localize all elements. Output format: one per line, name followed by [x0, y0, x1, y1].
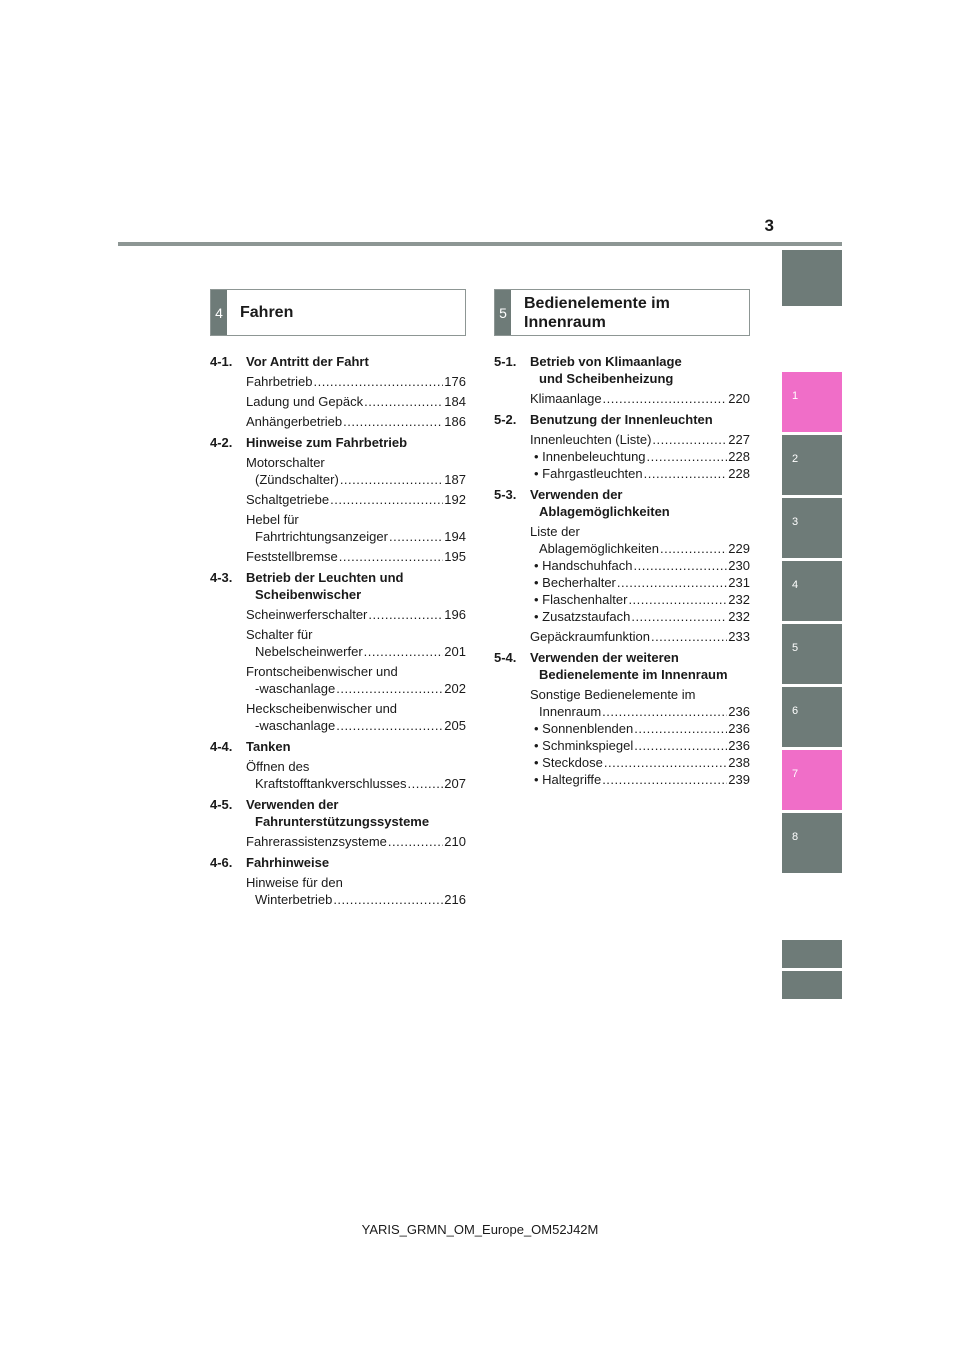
section-title-continued: Scheibenwischer [255, 587, 362, 602]
toc-line[interactable] [530, 737, 750, 754]
chapter-tab-1[interactable] [782, 372, 842, 432]
section-title [246, 796, 466, 830]
dot-leader [628, 591, 727, 608]
toc-entry [210, 758, 466, 792]
toc-entry [210, 606, 466, 623]
toc-line[interactable] [530, 465, 750, 482]
toc-line[interactable] [246, 413, 466, 430]
entry-text: • Steckdose [534, 755, 603, 770]
section-number: 4-4. [210, 739, 233, 754]
page-ref: 207 [444, 776, 466, 791]
entry-first-line: Frontscheibenwischer und [246, 664, 398, 679]
section-title-line: Vor Antritt der Fahrt [246, 354, 369, 369]
toc-section-heading [210, 854, 466, 871]
chapter-tab-blank[interactable] [782, 971, 842, 999]
toc-section-heading [494, 353, 750, 387]
page-ref: 236 [728, 721, 750, 736]
toc-line[interactable] [246, 833, 466, 850]
chapter-tab-label: 8 [792, 831, 799, 843]
toc-entry [210, 511, 466, 545]
chapter-tab-8[interactable] [782, 813, 842, 873]
dot-leader [368, 606, 443, 623]
section-title-line: Betrieb von Klimaanlage [530, 354, 682, 369]
entry-first-line: Heckscheibenwischer und [246, 701, 398, 716]
entry-text: • Schminkspiegel [534, 738, 634, 753]
entry-text: Gepäckraumfunktion [530, 629, 650, 644]
chapter-number: 4 [211, 290, 227, 335]
chapter-tab-label: 2 [792, 453, 799, 465]
chapter-number: 5 [495, 290, 511, 335]
toc-line[interactable] [246, 528, 466, 545]
page-ref: 227 [728, 432, 750, 447]
chapter-title: Bedienelemente im Innenraum [524, 294, 670, 331]
toc-line[interactable] [530, 720, 750, 737]
entry-text: • Haltegriffe [534, 772, 602, 787]
dot-leader [604, 754, 727, 771]
page-ref: 195 [444, 549, 466, 564]
entry-text: -waschanlage [255, 718, 336, 733]
chapter-title: Fahren [240, 304, 294, 321]
page-ref: 230 [728, 558, 750, 573]
section-title [246, 353, 466, 370]
page-ref: 186 [444, 414, 466, 429]
toc-line[interactable] [246, 775, 466, 792]
section-title-continued: und Scheibenheizung [539, 371, 674, 386]
toc-entry [210, 626, 466, 660]
toc-section-heading [494, 411, 750, 428]
entry-text: • Handschuhfach [534, 558, 633, 573]
entry-text: Winterbetrieb [255, 892, 333, 907]
page-ref: 184 [444, 394, 466, 409]
toc-line[interactable] [530, 540, 750, 557]
entry-text: • Sonnenblenden [534, 721, 634, 736]
toc-section-heading [210, 738, 466, 755]
toc-entry [210, 700, 466, 734]
entry-text: • Zusatzstaufach [534, 609, 631, 624]
toc-line[interactable] [246, 680, 466, 697]
toc-line[interactable] [530, 574, 750, 591]
dot-leader [336, 680, 443, 697]
entry-first-line: Liste der [530, 524, 580, 539]
document-footer: YARIS_GRMN_OM_Europe_OM52J42M [361, 1222, 599, 1237]
toc-entry [210, 373, 466, 390]
entry-first-line: Hebel für [246, 512, 299, 527]
chapter-tab-6[interactable] [782, 687, 842, 747]
toc-entry [210, 548, 466, 565]
entry-text: Fahrerassistenzsysteme [246, 834, 387, 849]
entry-text: (Zündschalter) [255, 472, 339, 487]
toc-section-heading [210, 434, 466, 451]
dot-leader [617, 574, 727, 591]
entry-text: Kraftstofftankverschlusses [255, 776, 407, 791]
entry-first-line: Öffnen des [246, 759, 310, 774]
section-title [530, 649, 750, 683]
toc-line[interactable] [246, 606, 466, 623]
dot-leader [336, 717, 443, 734]
page-ref: 236 [728, 738, 750, 753]
entry-first-line: Sonstige Bedienelemente im [530, 687, 696, 702]
dot-leader [631, 608, 727, 625]
entry-text: Nebelscheinwerfer [255, 644, 363, 659]
section-number: 4-3. [210, 570, 233, 585]
toc-entry [494, 431, 750, 482]
chapter-tab-label: 4 [792, 579, 799, 591]
entry-text: Fahrbetrieb [246, 374, 313, 389]
toc-line[interactable] [246, 393, 466, 410]
toc-entry [494, 390, 750, 407]
dot-leader [408, 775, 444, 792]
section-title-continued: Fahrunterstützungssysteme [255, 814, 430, 829]
dot-leader [634, 737, 727, 754]
entry-text: Anhängerbetrieb [246, 414, 343, 429]
chapter-header [494, 289, 750, 336]
chapter-tab-blank[interactable] [782, 250, 842, 306]
dot-leader [333, 891, 443, 908]
toc-entry [494, 628, 750, 645]
toc-line[interactable] [530, 431, 750, 448]
section-title-line: Fahrhinweise [246, 855, 330, 870]
section-number: 5-3. [494, 487, 517, 502]
page-ref: 196 [444, 607, 466, 622]
section-title-line: Verwenden der weiteren [530, 650, 679, 665]
section-title-line: Benutzung der Innenleuchten [530, 412, 713, 427]
entry-text: Ladung und Gepäck [246, 394, 364, 409]
chapter-tab-5[interactable] [782, 624, 842, 684]
entry-text: • Innenbeleuchtung [534, 449, 646, 464]
toc-line[interactable] [530, 771, 750, 788]
toc-line[interactable] [530, 703, 750, 720]
section-title-continued: Bedienelemente im Innenraum [539, 667, 728, 682]
section-number: 4-5. [210, 797, 233, 812]
page-ref: 216 [444, 892, 466, 907]
entry-text: Feststellbremse [246, 549, 338, 564]
toc-column-left [210, 289, 466, 908]
dot-leader [651, 628, 727, 645]
dot-leader [634, 720, 727, 737]
toc-line[interactable] [246, 491, 466, 508]
chapter-tab-blank[interactable] [782, 940, 842, 968]
chapter-tab-3[interactable] [782, 498, 842, 558]
section-title-line: Betrieb der Leuchten und [246, 570, 404, 585]
toc-section-heading [210, 796, 466, 830]
toc-list [210, 353, 466, 908]
dot-leader [644, 465, 728, 482]
dot-leader [340, 471, 443, 488]
page-ref: 210 [444, 834, 466, 849]
toc-line[interactable] [246, 373, 466, 390]
section-number: 5-1. [494, 354, 517, 369]
dot-leader [364, 393, 443, 410]
chapter-tab-label: 5 [792, 642, 799, 654]
toc-line[interactable] [530, 557, 750, 574]
section-title [246, 569, 466, 603]
dot-leader [634, 557, 728, 574]
toc-line[interactable] [530, 591, 750, 608]
entry-text: • Flaschenhalter [534, 592, 628, 607]
page-ref: 239 [728, 772, 750, 787]
section-title [530, 353, 750, 387]
page-ref: 232 [728, 609, 750, 624]
chapter-tab-4[interactable] [782, 561, 842, 621]
dot-leader [343, 413, 443, 430]
page-ref: 228 [728, 466, 750, 481]
section-title-line: Hinweise zum Fahrbetrieb [246, 435, 408, 450]
section-title [246, 738, 466, 755]
chapter-tab-label: 3 [792, 516, 799, 528]
toc-entry [210, 491, 466, 508]
section-title-line: Verwenden der [246, 797, 339, 812]
dot-leader [647, 448, 728, 465]
entry-text: Fahrtrichtungsanzeiger [255, 529, 388, 544]
section-number: 4-2. [210, 435, 233, 450]
dot-leader [389, 528, 443, 545]
section-title [246, 434, 466, 451]
page-ref: 232 [728, 592, 750, 607]
entry-text: Schaltgetriebe [246, 492, 330, 507]
entry-text: Klimaanlage [530, 391, 602, 406]
page-ref: 194 [444, 529, 466, 544]
entry-text: Innenraum [539, 704, 602, 719]
entry-first-line: Schalter für [246, 627, 313, 642]
entry-first-line: Motorschalter [246, 455, 325, 470]
toc-section-heading [210, 569, 466, 603]
page-ref: 176 [444, 374, 466, 389]
toc-entry [210, 413, 466, 430]
entry-text: -waschanlage [255, 681, 336, 696]
page-ref: 192 [444, 492, 466, 507]
section-number: 4-1. [210, 354, 233, 369]
toc-line[interactable] [530, 754, 750, 771]
page-ref: 202 [444, 681, 466, 696]
toc-line[interactable] [246, 717, 466, 734]
section-number: 5-4. [494, 650, 517, 665]
toc-list [494, 353, 750, 788]
dot-leader [602, 771, 727, 788]
section-title [530, 486, 750, 520]
toc-line[interactable] [530, 390, 750, 407]
section-number: 4-6. [210, 855, 233, 870]
toc-entry [210, 874, 466, 908]
section-title-line: Verwenden der [530, 487, 623, 502]
entry-text: • Becherhalter [534, 575, 616, 590]
toc-entry [210, 393, 466, 410]
toc-entry [494, 523, 750, 625]
dot-leader [603, 390, 728, 407]
section-title-line: Tanken [246, 739, 291, 754]
toc-entry [210, 454, 466, 488]
toc-line[interactable] [246, 891, 466, 908]
page-ref: 187 [444, 472, 466, 487]
toc-entry [494, 686, 750, 788]
toc-entry [210, 663, 466, 697]
dot-leader [388, 833, 443, 850]
page-ref: 233 [728, 629, 750, 644]
page-ref: 228 [728, 449, 750, 464]
dot-leader [660, 540, 727, 557]
page-ref: 229 [728, 541, 750, 556]
entry-text: • Fahrgastleuchten [534, 466, 643, 481]
toc-entry [210, 833, 466, 850]
section-number: 5-2. [494, 412, 517, 427]
toc-section-heading [494, 486, 750, 520]
toc-line[interactable] [530, 448, 750, 465]
entry-first-line: Hinweise für den [246, 875, 343, 890]
chapter-header [210, 289, 466, 336]
toc-line[interactable] [246, 643, 466, 660]
toc-section-heading [494, 649, 750, 683]
dot-leader [602, 703, 727, 720]
dot-leader [339, 548, 444, 565]
dot-leader [313, 373, 443, 390]
section-title [246, 854, 466, 871]
page-ref: 205 [444, 718, 466, 733]
chapter-tab-label: 6 [792, 705, 799, 717]
dot-leader [364, 643, 444, 660]
section-title [530, 411, 750, 428]
dot-leader [652, 431, 727, 448]
page-ref: 231 [728, 575, 750, 590]
entry-text: Ablagemöglichkeiten [539, 541, 659, 556]
toc-line[interactable] [530, 628, 750, 645]
toc-line[interactable] [246, 471, 466, 488]
entry-text: Scheinwerferschalter [246, 607, 368, 622]
page-ref: 238 [728, 755, 750, 770]
toc-line[interactable] [246, 548, 466, 565]
page-ref: 201 [444, 644, 466, 659]
chapter-tab-2[interactable] [782, 435, 842, 495]
toc-line[interactable] [530, 608, 750, 625]
chapter-tab-7[interactable] [782, 750, 842, 810]
header-rule [118, 242, 842, 246]
section-title-continued: Ablagemöglichkeiten [539, 504, 670, 519]
page-number: 3 [764, 216, 774, 235]
page-ref: 236 [728, 704, 750, 719]
chapter-tab-label: 7 [792, 768, 799, 780]
dot-leader [330, 491, 443, 508]
chapter-tab-label: 1 [792, 390, 799, 402]
page-ref: 220 [728, 391, 750, 406]
entry-text: Innenleuchten (Liste) [530, 432, 652, 447]
toc-column-right [494, 289, 750, 788]
toc-section-heading [210, 353, 466, 370]
